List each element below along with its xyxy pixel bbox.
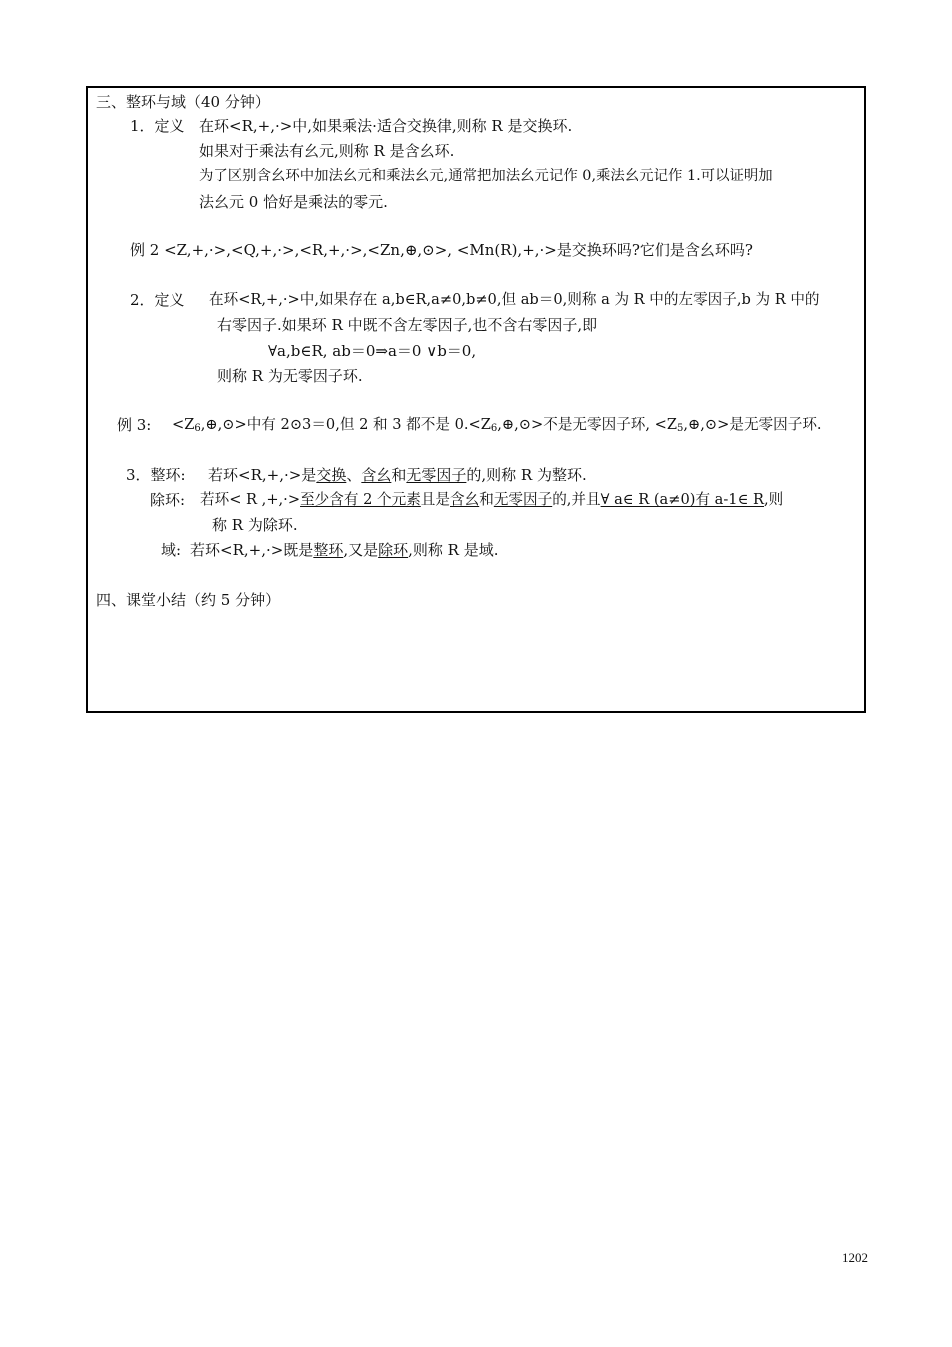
underlined-term: 整环: [313, 541, 344, 559]
definition-1-line-1: 在环<R,+,·>中,如果乘法·适合交换律,则称 R 是交换环.: [199, 117, 573, 135]
underlined-term: 至少含有 2 个元素: [300, 491, 421, 508]
definition-2-line-2: 右零因子.如果环 R 中既不含左零因子,也不含右零因子,即: [217, 316, 598, 334]
field-definition: 若环<R,+,·>既是整环,又是除环,则称 R 是域.: [190, 541, 499, 559]
underlined-term: 无零因子: [493, 491, 553, 508]
division-ring-definition: 若环< R ,+,·>至少含有 2 个元素且是含幺和无零因子的,并且∀ a∈ R (a≠0)有 a-1∈ R,则: [200, 491, 784, 508]
definition-1-line-3: 为了区别含幺环中加法幺元和乘法幺元,通常把加法幺元记作 0,乘法幺元记作 1.可以证明加: [199, 168, 773, 184]
definition-2-formula: ∀a,b∈R, ab＝0⇒a＝0 ∨b＝0,: [268, 342, 477, 360]
page-number: 1202: [842, 1250, 868, 1265]
definition-1-line-4: 法幺元 0 恰好是乘法的零元.: [199, 193, 388, 211]
underlined-term: 无零因子: [406, 466, 467, 484]
definition-1-label: 1．定义: [130, 117, 185, 135]
underlined-term: ∀ a∈ R (a≠0)有 a-1∈ R: [600, 491, 765, 508]
underlined-term: 除环: [378, 541, 409, 559]
definition-1-line-2: 如果对于乘法有幺元,则称 R 是含幺环.: [199, 142, 455, 160]
example-3-label: 例 3:: [117, 416, 152, 434]
section-4-heading: 四、课堂小结（约 5 分钟）: [96, 591, 281, 609]
definition-2-label: 2．定义: [130, 291, 185, 309]
underlined-term: 交换: [316, 466, 347, 484]
underlined-term: 含幺: [361, 466, 392, 484]
division-ring-line-2: 称 R 为除环.: [212, 516, 298, 534]
integral-domain-label: 3．整环:: [126, 466, 186, 484]
definition-2-line-1: 在环<R,+,·>中,如果存在 a,b∈R,a≠0,b≠0,但 ab＝0,则称 a 为 R 中的左零因子,b 为 R 中的: [209, 291, 820, 308]
integral-domain-definition: 若环<R,+,·>是交换、含幺和无零因子的,则称 R 为整环.: [208, 466, 587, 484]
example-2: 例 2 <Z,+,·>,<Q,+,·>,<R,+,·>,<Zn,⊕,⊙>, <Mn(R),+,·>是交换环吗?它们是含幺环吗?: [130, 241, 753, 259]
example-3-text: $<Z_6,\oplus,⊙>$中有 2⊙3＝0,但 2 和 3 都不是 $0.<Z_6,\oplus,⊙>$不是无零因子环, $<Z_5,\oplus,⊙>$是无零因子环.: [172, 416, 822, 434]
section-3-heading: 三、整环与域（40 分钟）: [96, 93, 270, 111]
definition-2-line-3: 则称 R 为无零因子环.: [217, 367, 363, 385]
division-ring-label: 除环:: [150, 491, 186, 509]
underlined-term: 含幺: [450, 491, 480, 508]
field-label: 域:: [161, 541, 182, 559]
